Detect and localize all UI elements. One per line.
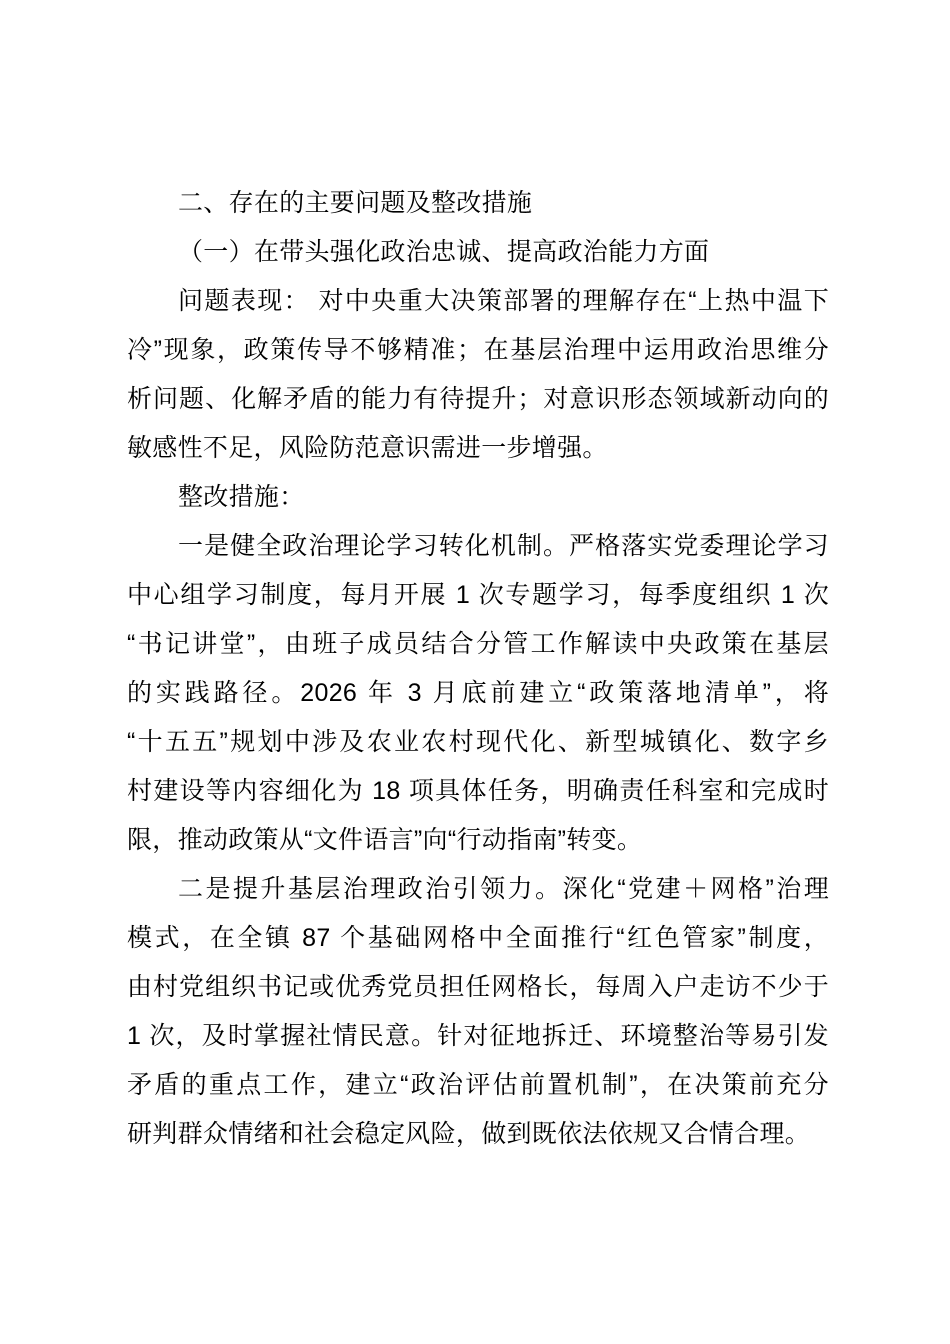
text-line: 中心组学习制度，每月开展 1 次专题学习，每季度组织 1 次 [127, 581, 829, 609]
text-line: 的实践路径。2026 年 3 月底前建立“政策落地清单”，将 [127, 679, 829, 707]
text-line: 村建设等内容细化为 18 项具体任务，明确责任科室和完成时 [127, 777, 829, 805]
document-body [127, 179, 829, 1159]
text-line: “书记讲堂”，由班子成员结合分管工作解读中央政策在基层 [127, 630, 829, 658]
text-line: 敏感性不足，风险防范意识需进一步增强。 [127, 434, 608, 462]
text-line: 析问题、化解矛盾的能力有待提升；对意识形态领域新动向的 [127, 385, 829, 413]
text-line: 问题表现： 对中央重大决策部署的理解存在“上热中温下 [178, 287, 829, 315]
text-line: 矛盾的重点工作，建立“政治评估前置机制”，在决策前充分 [127, 1071, 829, 1099]
section-heading: 二、存在的主要问题及整改措施 [178, 189, 533, 217]
subsection-heading: （一）在带头强化政治忠诚、提高政治能力方面 [178, 238, 710, 266]
text-line: 一是健全政治理论学习转化机制。严格落实党委理论学习 [178, 532, 829, 560]
text-line: 整改措施： [178, 483, 305, 511]
text-line: 由村党组织书记或优秀党员担任网格长，每周入户走访不少于 [127, 973, 829, 1001]
text-line: 二是提升基层治理政治引领力。深化“党建＋网格”治理 [178, 875, 829, 903]
text-line: 限，推动政策从“文件语言”向“行动指南”转变。 [127, 826, 643, 854]
text-line: 模式，在全镇 87 个基础网格中全面推行“红色管家”制度， [127, 924, 829, 952]
text-line: 1 次，及时掌握社情民意。针对征地拆迁、环境整治等易引发 [127, 1022, 829, 1050]
text-line: 冷”现象，政策传导不够精准；在基层治理中运用政治思维分 [127, 336, 829, 364]
text-line: 研判群众情绪和社会稳定风险，做到既依法依规又合情合理。 [127, 1120, 811, 1148]
text-line: “十五五”规划中涉及农业农村现代化、新型城镇化、数字乡 [127, 728, 829, 756]
